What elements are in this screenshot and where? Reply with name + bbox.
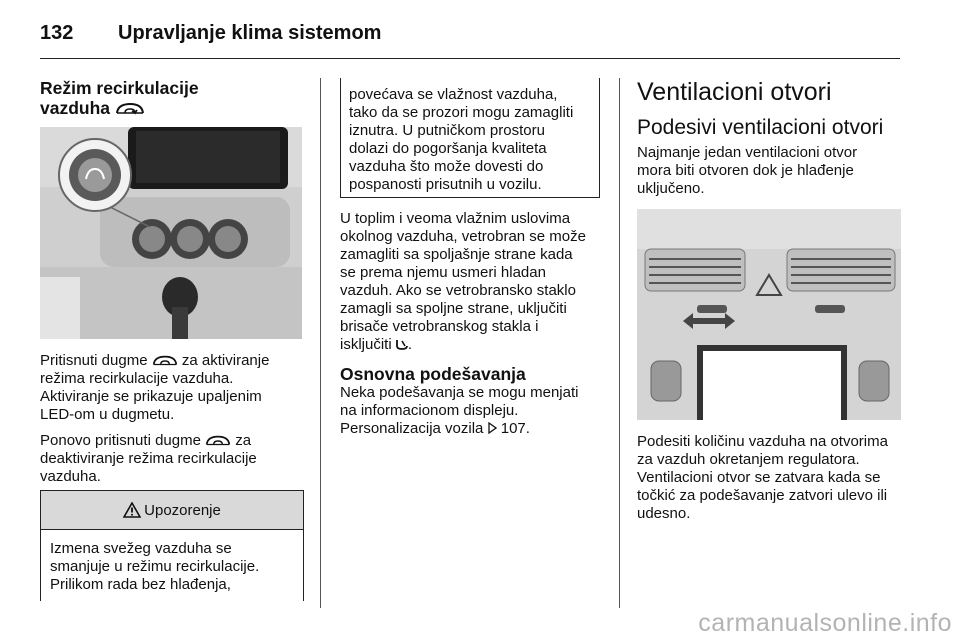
page-number: 132 bbox=[40, 22, 74, 44]
column-divider-1 bbox=[320, 78, 321, 608]
recirculation-icon bbox=[152, 354, 178, 368]
warning-icon bbox=[123, 502, 141, 518]
page-header bbox=[40, 22, 900, 52]
recirculation-icon bbox=[115, 101, 145, 117]
text-line: okolnog vazduha, vetrobran se može bbox=[340, 228, 586, 245]
paragraph-deactivate: Ponovo pritisnuti dugme za deaktiviranje režima recirkulacije vazduha. bbox=[40, 432, 257, 485]
text-line: uključeno. bbox=[637, 180, 705, 197]
wiper-icon bbox=[396, 338, 408, 350]
warning-header bbox=[41, 491, 303, 530]
paragraph-vents-intro bbox=[637, 144, 901, 198]
text-line: brisače vetrobranskog stakla i bbox=[340, 318, 539, 335]
text-line: Podesiti količinu vazduha na otvorima bbox=[637, 433, 888, 450]
text-line: U toplim i veoma vlažnim uslovima bbox=[340, 210, 571, 227]
warning-title: Upozorenje bbox=[144, 501, 221, 519]
text-line: pospanosti prisutnih u vozilu. bbox=[349, 176, 542, 193]
text-line: tako da se prozori mogu zamagliti bbox=[349, 104, 574, 121]
column-2-text bbox=[340, 210, 602, 438]
column-3 bbox=[637, 78, 901, 198]
column-1 bbox=[40, 78, 302, 118]
subsection-heading-adjustable-vents: Podesivi ventilacioni otvori bbox=[637, 116, 884, 139]
text-line: na informacionom displeju. bbox=[340, 402, 519, 419]
watermark: carmanualsonline.info bbox=[698, 609, 952, 637]
text-line: točkić za podešavanje zatvori ulevo ili bbox=[637, 487, 888, 504]
recirculation-icon bbox=[205, 434, 231, 448]
vents-photo bbox=[637, 209, 901, 420]
warning-continuation-text bbox=[349, 86, 599, 194]
text-line: iznutra. U putničkom prostoru bbox=[349, 122, 545, 139]
text-line: Ventilacioni otvor se zatvara kada se bbox=[637, 469, 881, 486]
paragraph-windshield: U toplim i veoma vlažnim uslovima okolnog vazduha, vetrobran se može zamagliti sa spoljašnje strane kada se prema njemu usmeri hladan vazduh. Ako se vetrobransko staklo zamagli sa spoljne strane, uključiti brisače vetrobranskog stakla i isključiti . bbox=[340, 210, 586, 353]
warning-continuation-box bbox=[340, 78, 600, 198]
column-divider-2 bbox=[619, 78, 620, 608]
text-line: zamagli sa spoljne strane, uključiti bbox=[340, 300, 567, 317]
text-line: se prema njemu usmeri hladan bbox=[340, 264, 546, 281]
column-1-text bbox=[40, 352, 302, 486]
text-line: Neka podešavanja se mogu menjati bbox=[340, 384, 579, 401]
text-line: vazduh. Ako se vetrobransko staklo bbox=[340, 282, 576, 299]
section-heading-vents: Ventilacioni otvori bbox=[637, 78, 832, 106]
text-line: mora biti otvoren dok je hlađenje bbox=[637, 162, 854, 179]
paragraph-basic-settings: Neka podešavanja se mogu menjati na informacionom displeju. Personalizacija vozila 107. bbox=[340, 384, 579, 437]
console-photo bbox=[40, 127, 302, 339]
paragraph-activate: Pritisnuti dugme za aktiviranje režima recirkulacije vazduha. Aktiviranje se prikazuje upaljenim LED-om u dugmetu. bbox=[40, 352, 270, 423]
column-3-text bbox=[637, 433, 901, 523]
section-heading-basic-settings: Osnovna podešavanja bbox=[340, 364, 526, 384]
text-line: udesno. bbox=[637, 505, 691, 522]
section-heading-recirculation: Režim recirkulacije vazduha bbox=[40, 78, 199, 118]
warning-box bbox=[40, 490, 304, 601]
text-line: povećava se vlažnost vazduha, bbox=[349, 86, 558, 103]
text-line: dolazi do pogoršanja kvaliteta bbox=[349, 140, 547, 157]
paragraph-vents-adjust bbox=[637, 433, 901, 523]
page-reference-icon bbox=[488, 422, 497, 434]
warning-body: Izmena svežeg vazduha se smanjuje u režimu recirkulacije. Prilikom rada bez hlađenja, bbox=[50, 540, 260, 593]
text-line: Najmanje jedan ventilacioni otvor bbox=[637, 144, 858, 161]
running-title: Upravljanje klima sistemom bbox=[118, 22, 382, 44]
header-rule bbox=[40, 58, 900, 59]
text-line: za vazduh okretanjem regulatora. bbox=[637, 451, 860, 468]
text-line: zamagliti sa spoljašnje strane kada bbox=[340, 246, 573, 263]
text-line: vazduha što može dovesti do bbox=[349, 158, 544, 175]
